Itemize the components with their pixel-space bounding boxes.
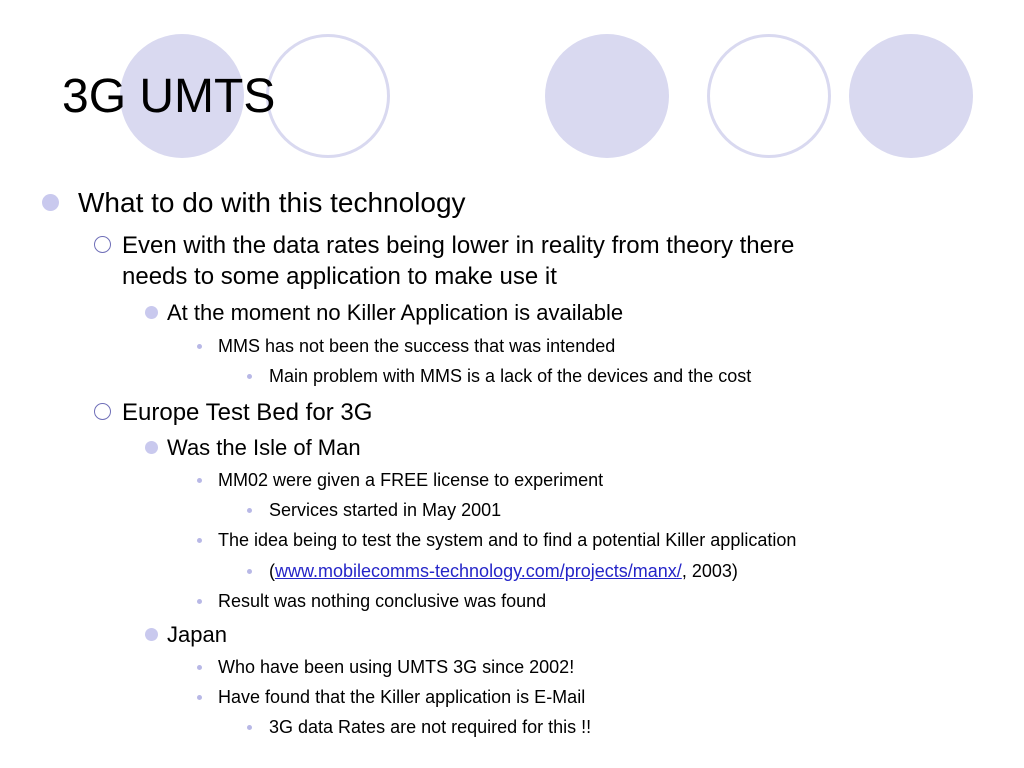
list-item-text: Result was nothing conclusive was found bbox=[218, 591, 547, 611]
dot-bullet-icon bbox=[197, 665, 202, 670]
dot-bullet-icon bbox=[197, 344, 202, 349]
citation-close: , 2003) bbox=[681, 561, 738, 581]
list-item bbox=[167, 621, 227, 649]
list-item-text-line-1: Even with the data rates being lower in reality from theory there bbox=[122, 232, 795, 259]
list-item bbox=[269, 498, 501, 522]
list-item bbox=[218, 528, 796, 552]
dot-bullet-icon bbox=[247, 374, 252, 379]
list-item-text: What to do with this technology bbox=[78, 187, 466, 218]
list-item-text: Main problem with MMS is a lack of the devices and the cost bbox=[269, 366, 752, 386]
slide-title: 3G UMTS bbox=[62, 70, 276, 123]
list-item bbox=[167, 299, 623, 327]
list-item bbox=[269, 364, 751, 388]
dot-bullet-icon bbox=[247, 569, 252, 574]
dot-bullet-icon bbox=[197, 538, 202, 543]
dot-bullet-icon bbox=[197, 695, 202, 700]
list-item bbox=[122, 230, 794, 292]
small-filled-circle-bullet-icon bbox=[145, 306, 158, 319]
list-item-text-line-2: needs to some application to make use it bbox=[122, 263, 557, 290]
list-item bbox=[269, 559, 738, 583]
list-item-text: Japan bbox=[167, 622, 227, 647]
list-item-text: 3G data Rates are not required for this !! bbox=[269, 717, 592, 737]
list-item-text: MMS has not been the success that was intended bbox=[218, 336, 616, 356]
list-item bbox=[218, 589, 546, 613]
list-item bbox=[218, 334, 615, 358]
list-item bbox=[218, 655, 574, 679]
list-item-text: Services started in May 2001 bbox=[269, 500, 502, 520]
small-filled-circle-bullet-icon bbox=[145, 628, 158, 641]
list-item-text: Was the Isle of Man bbox=[167, 435, 361, 460]
list-item-text: At the moment no Killer Application is available bbox=[167, 300, 624, 325]
reference-link[interactable]: www.mobilecomms-technology.com/projects/manx/ bbox=[275, 561, 682, 581]
hollow-circle-bullet-icon bbox=[94, 403, 111, 420]
list-item bbox=[269, 715, 591, 739]
dot-bullet-icon bbox=[247, 725, 252, 730]
citation-open: ( bbox=[269, 561, 275, 581]
list-item bbox=[218, 468, 603, 492]
list-item bbox=[78, 186, 466, 219]
small-filled-circle-bullet-icon bbox=[145, 441, 158, 454]
dot-bullet-icon bbox=[197, 478, 202, 483]
list-item-text: Europe Test Bed for 3G bbox=[122, 399, 373, 426]
list-item bbox=[122, 397, 372, 428]
dot-bullet-icon bbox=[197, 599, 202, 604]
list-item-text: Have found that the Killer application is E-Mail bbox=[218, 687, 586, 707]
dot-bullet-icon bbox=[247, 508, 252, 513]
hollow-circle-bullet-icon bbox=[94, 236, 111, 253]
list-item-text: MM02 were given a FREE license to experiment bbox=[218, 470, 604, 490]
list-item bbox=[167, 434, 361, 462]
list-item-text: The idea being to test the system and to find a potential Killer application bbox=[218, 530, 797, 550]
filled-circle-bullet-icon bbox=[42, 194, 59, 211]
list-item bbox=[218, 685, 585, 709]
list-item-text bbox=[269, 559, 738, 583]
list-item-text: Who have been using UMTS 3G since 2002! bbox=[218, 657, 575, 677]
